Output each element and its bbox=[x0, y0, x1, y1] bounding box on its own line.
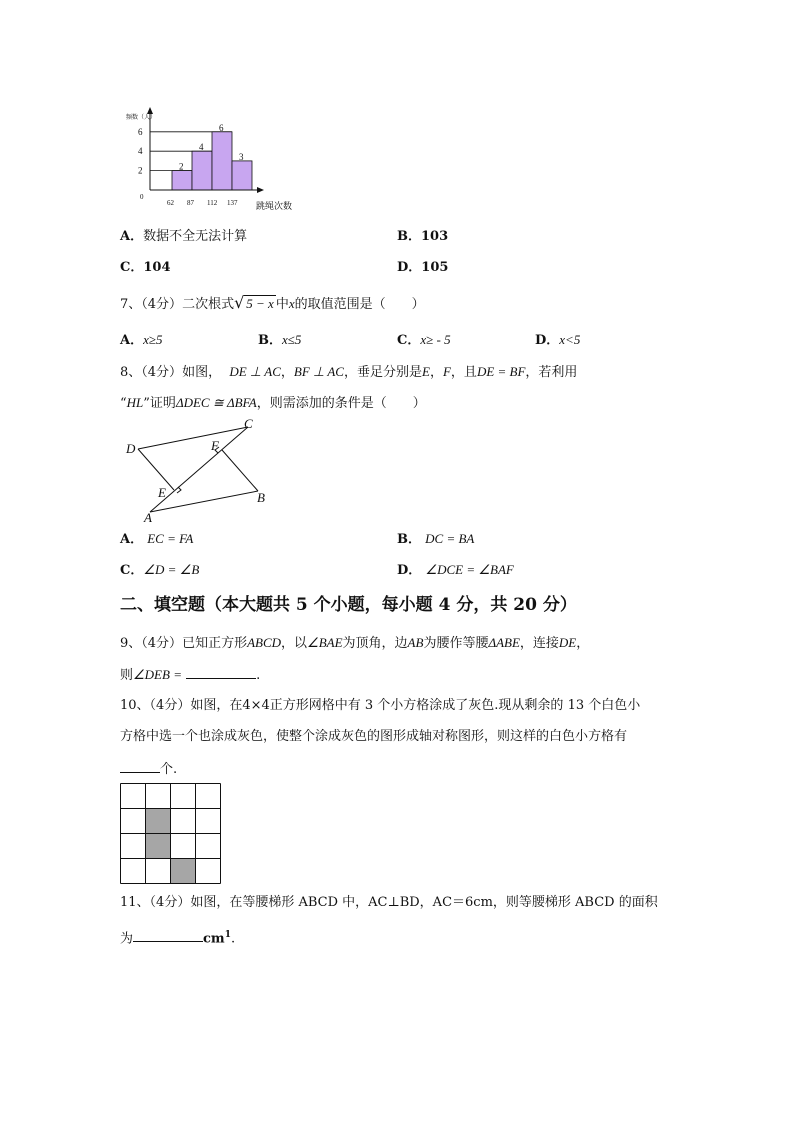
option-text: ∠D = ∠B bbox=[143, 562, 200, 577]
option-key: A． bbox=[120, 532, 144, 547]
question-number: 10、 bbox=[120, 698, 150, 713]
stem-text: ，则需添加的条件是（ ） bbox=[256, 396, 426, 411]
segment-bf bbox=[222, 450, 258, 491]
y-tick-label: 2 bbox=[138, 165, 143, 176]
option-text: 104 bbox=[143, 260, 171, 275]
q6-option-a bbox=[120, 228, 247, 246]
stem-text: 如图，在4×4正方形网格中有 3 个小方格涂成了灰色.现从剩余的 13 个白色小 bbox=[190, 698, 641, 713]
gray-cell bbox=[145, 833, 170, 858]
x-axis-arrow bbox=[257, 187, 264, 193]
stem-text: 为 bbox=[120, 931, 134, 947]
math-expr: DE = BF bbox=[476, 364, 526, 379]
q6-option-c bbox=[120, 259, 171, 277]
q8-option-d bbox=[397, 561, 514, 580]
q11-stem-line2 bbox=[120, 926, 235, 948]
q9-stem-line2 bbox=[120, 665, 260, 685]
option-key: D． bbox=[397, 563, 422, 578]
math-expr: ∠DEB = bbox=[133, 667, 182, 682]
option-key: C． bbox=[397, 333, 421, 348]
option-text: x≤5 bbox=[282, 332, 302, 347]
segment-ab bbox=[150, 491, 258, 512]
histogram-bar bbox=[192, 151, 212, 190]
label-d: D bbox=[126, 441, 136, 456]
math-expr: E bbox=[422, 364, 430, 379]
math-expr: ΔABE bbox=[488, 635, 520, 650]
stem-text: 已知正方形 bbox=[182, 636, 248, 651]
stem-text: 的取值范围是（ ） bbox=[294, 297, 425, 312]
histogram-bar bbox=[212, 132, 232, 190]
question-score: （4分） bbox=[141, 297, 183, 312]
stem-text: . bbox=[256, 668, 261, 683]
q8-option-a bbox=[120, 530, 193, 549]
answer-blank[interactable] bbox=[133, 928, 203, 942]
stem-text: 中 bbox=[275, 297, 289, 312]
q6-option-d bbox=[397, 259, 448, 277]
histogram-figure bbox=[120, 105, 300, 215]
math-expr: ∠BAE bbox=[307, 635, 343, 650]
stem-text: 如图， bbox=[182, 365, 222, 380]
q8-option-b bbox=[397, 530, 474, 549]
math-expr: DE bbox=[558, 635, 577, 650]
q7-option-a bbox=[120, 331, 163, 350]
segment-de bbox=[138, 449, 174, 490]
math-expr: F bbox=[442, 364, 451, 379]
stem-text: ，且 bbox=[450, 365, 477, 380]
q8-geometry-figure bbox=[120, 412, 280, 527]
option-key: C． bbox=[120, 563, 144, 578]
option-key: D． bbox=[535, 333, 560, 348]
option-text: EC = FA bbox=[147, 531, 194, 546]
question-number: 7、 bbox=[120, 297, 142, 312]
question-number: 8、 bbox=[120, 365, 142, 380]
q11-stem-line1 bbox=[120, 894, 658, 912]
option-text: x≥5 bbox=[143, 332, 163, 347]
q10-grid-figure bbox=[120, 783, 221, 884]
gray-cell bbox=[170, 858, 195, 883]
y-tick-label: 6 bbox=[138, 126, 143, 137]
q10-stem-line3 bbox=[120, 759, 177, 779]
stem-text: 为顶角，边 bbox=[342, 636, 408, 651]
histogram-bar bbox=[172, 171, 192, 190]
question-score: （4分） bbox=[141, 636, 183, 651]
question-score: （4分） bbox=[149, 698, 191, 713]
option-key: D． bbox=[397, 260, 422, 275]
math-expr: BF ⊥ AC bbox=[293, 364, 344, 379]
stem-text: 如图，在等腰梯形 ABCD 中，AC⊥BD，AC＝6cm，则等腰梯形 ABCD 的面积 bbox=[190, 895, 658, 910]
x-tick-label: 137 bbox=[227, 199, 238, 207]
question-number: 9、 bbox=[120, 636, 142, 651]
question-score: （4分） bbox=[149, 895, 191, 910]
option-text: x<5 bbox=[559, 332, 581, 347]
option-text: 数据不全无法计算 bbox=[143, 229, 248, 244]
q7-stem bbox=[120, 294, 425, 314]
bar-value-label: 2 bbox=[179, 161, 184, 172]
option-text: ∠DCE = ∠BAF bbox=[425, 562, 514, 577]
bar-value-label: 4 bbox=[199, 142, 204, 153]
label-e: E bbox=[158, 485, 166, 500]
answer-blank[interactable] bbox=[120, 759, 160, 773]
q7-option-d bbox=[535, 331, 580, 350]
stem-text: ， bbox=[280, 365, 294, 380]
y-axis-label: 频数（人） bbox=[126, 115, 157, 121]
x-axis-label: 跳绳次数 bbox=[256, 201, 293, 211]
q10-stem-line2: 方格中选一个也涂成灰色，使整个涂成灰色的图形成轴对称图形，则这样的白色小方格有 bbox=[120, 729, 628, 744]
stem-text: ， bbox=[576, 636, 590, 651]
sqrt-radicand: 5 − x bbox=[246, 296, 274, 311]
gray-cell bbox=[145, 808, 170, 833]
math-expr: ΔDEC ≅ ΔBFA bbox=[175, 395, 257, 410]
q8-option-c bbox=[120, 561, 199, 580]
math-expr: HL bbox=[126, 395, 144, 410]
q6-option-b bbox=[397, 228, 448, 246]
option-key: B． bbox=[397, 532, 421, 547]
option-key: A． bbox=[120, 333, 144, 348]
option-key: B． bbox=[397, 229, 421, 244]
q7-option-c bbox=[397, 331, 451, 350]
stem-text: ，以 bbox=[281, 636, 308, 651]
stem-text: ， bbox=[429, 365, 443, 380]
segment-dc bbox=[138, 427, 248, 449]
stem-text: 则 bbox=[120, 668, 134, 683]
x-tick-label: 112 bbox=[207, 199, 218, 207]
option-key: A． bbox=[120, 229, 144, 244]
unit-superscript: 1 bbox=[224, 930, 231, 940]
q8-stem-line2 bbox=[120, 394, 426, 413]
stem-text: 个. bbox=[160, 762, 178, 777]
q8-stem-line1 bbox=[120, 363, 577, 382]
origin-label: 0 bbox=[140, 193, 144, 201]
label-a: A bbox=[144, 510, 152, 525]
q10-stem-line1 bbox=[120, 697, 640, 715]
option-text: x≥ - 5 bbox=[420, 332, 451, 347]
question-score: （4分） bbox=[141, 365, 183, 380]
y-axis-arrow bbox=[147, 107, 153, 114]
option-key: B． bbox=[258, 333, 282, 348]
stem-text: “ bbox=[120, 396, 127, 411]
label-c: C bbox=[244, 416, 253, 431]
math-expr: ABCD bbox=[247, 635, 282, 650]
stem-text: . bbox=[230, 931, 236, 947]
stem-text: ，垂足分别是 bbox=[343, 365, 422, 380]
answer-blank[interactable] bbox=[186, 665, 256, 679]
option-key: C． bbox=[120, 260, 144, 275]
q7-option-b bbox=[258, 331, 301, 350]
bar-value-label: 6 bbox=[219, 122, 224, 133]
section-title: 二、填空题（本大题共 5 个小题，每小题 4 分，共 20 分） bbox=[120, 595, 577, 615]
unit-text: cm bbox=[203, 931, 225, 947]
sqrt-symbol: √ bbox=[234, 293, 245, 312]
bar-value-label: 3 bbox=[239, 151, 244, 162]
variable: x bbox=[288, 296, 295, 311]
math-expr: DE ⊥ AC bbox=[229, 364, 281, 379]
histogram-bar bbox=[232, 161, 252, 190]
label-b: B bbox=[257, 490, 265, 505]
stem-text: ，若利用 bbox=[525, 365, 578, 380]
label-f: F bbox=[211, 438, 219, 453]
x-tick-label: 87 bbox=[187, 199, 194, 207]
stem-text: 为腰作等腰 bbox=[423, 636, 489, 651]
x-tick-label: 62 bbox=[167, 199, 174, 207]
option-text: 103 bbox=[421, 229, 449, 244]
option-text: DC = BA bbox=[425, 531, 475, 546]
math-expr: AB bbox=[407, 635, 424, 650]
stem-text: ”证明 bbox=[143, 396, 176, 411]
stem-text: ，连接 bbox=[519, 636, 559, 651]
y-tick-label: 4 bbox=[138, 146, 143, 157]
question-number: 11、 bbox=[120, 895, 150, 910]
option-text: 105 bbox=[421, 260, 449, 275]
q9-stem-line1 bbox=[120, 634, 589, 653]
stem-text: 二次根式 bbox=[182, 297, 235, 312]
